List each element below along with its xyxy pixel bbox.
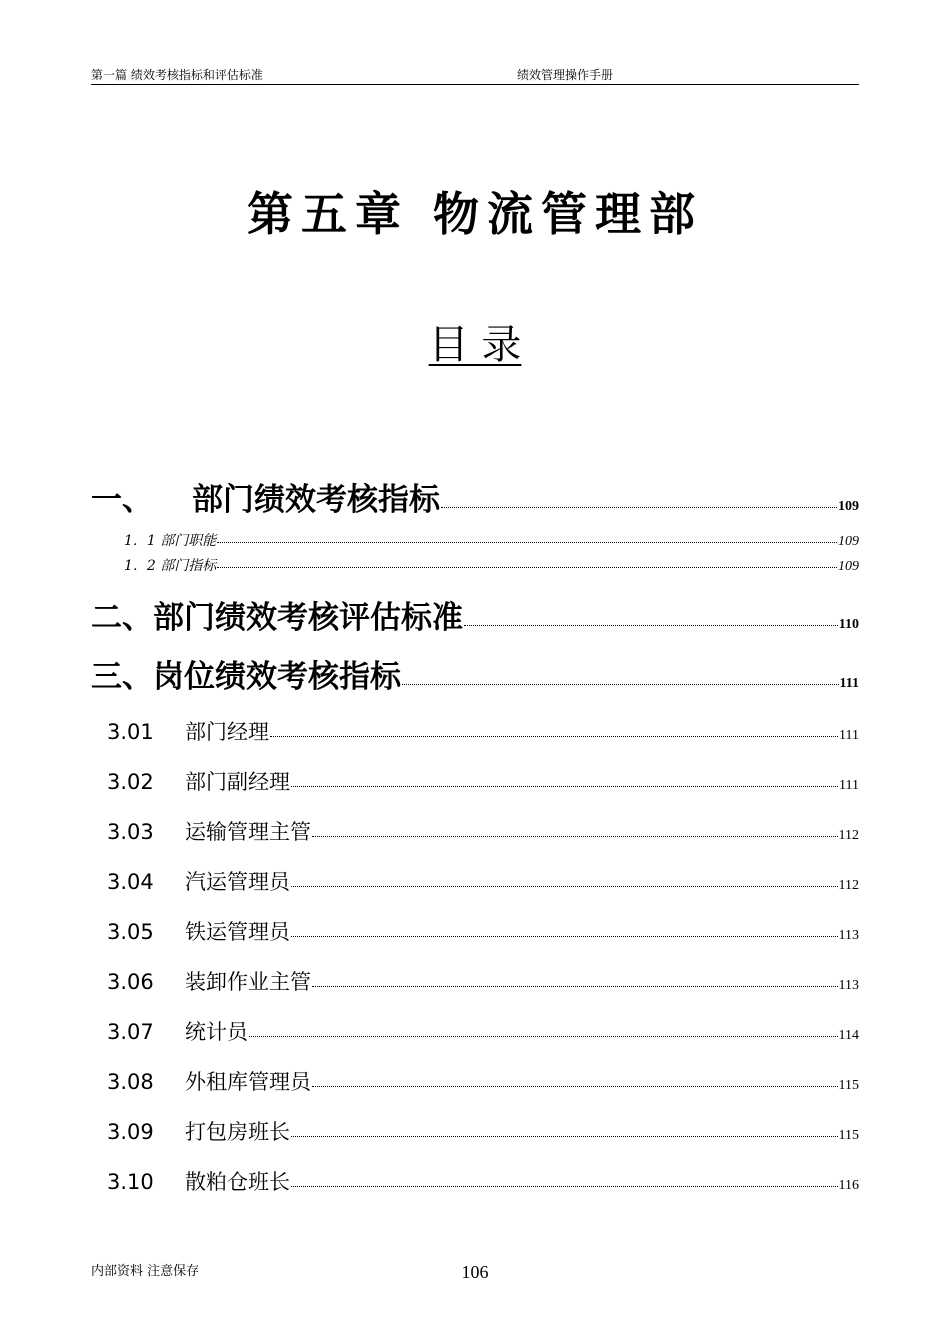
toc-entry-number: 3.04: [107, 870, 154, 894]
toc-entry-number: 3.03: [107, 820, 154, 844]
toc-entry-label: [91, 916, 290, 946]
toc-entry-page: 111: [839, 676, 859, 691]
toc-entry-label: [91, 766, 290, 796]
toc-leader-dots: [312, 1086, 838, 1087]
toc-entry-1-2[interactable]: [91, 555, 859, 575]
toc-entry-page: 109: [838, 534, 859, 549]
toc-entry-page: 113: [838, 928, 859, 943]
toc-entry-3-06[interactable]: [91, 966, 859, 996]
toc-entry-number: 3.02: [107, 770, 154, 794]
toc-entry-page: 111: [839, 728, 859, 743]
toc-entry-section-3[interactable]: [91, 651, 859, 696]
toc-entry-number: 3.08: [107, 1070, 154, 1094]
toc-entry-title: 外租库管理员: [185, 1070, 311, 1094]
toc-entry-title: 打包房班长: [185, 1120, 290, 1144]
toc-entry-3-05[interactable]: [91, 916, 859, 946]
toc-entry-title: 1．2 部门指标: [124, 558, 217, 574]
toc-entry-3-09[interactable]: [91, 1116, 859, 1146]
toc-entry-3-08[interactable]: [91, 1066, 859, 1096]
toc-leader-dots: [464, 625, 838, 626]
toc-leader-dots: [291, 1186, 838, 1187]
toc-entry-title: 散粕仓班长: [185, 1170, 290, 1194]
toc-leader-dots: [217, 567, 837, 568]
toc-leader-dots: [312, 836, 838, 837]
toc-entry-label: [91, 1016, 248, 1046]
toc-entry-label: [91, 1116, 290, 1146]
toc-leader-dots: [249, 1036, 838, 1037]
toc-entry-label: [91, 966, 311, 996]
toc-leader-dots: [291, 886, 838, 887]
toc-entry-title: 统计员: [185, 1020, 248, 1044]
toc-entry-1-1[interactable]: [91, 530, 859, 550]
toc-entry-section-2[interactable]: [91, 592, 859, 637]
toc-entry-page: 112: [838, 878, 859, 893]
toc-entry-page: 115: [838, 1078, 859, 1093]
toc-entry-number: 3.10: [107, 1170, 154, 1194]
toc-entry-page: 113: [838, 978, 859, 993]
toc-entry-section-1[interactable]: [91, 474, 859, 519]
toc-entry-number: 3.01: [107, 720, 154, 744]
toc-entry-label: [91, 816, 311, 846]
toc-entry-label: [91, 474, 440, 519]
toc-entry-number: 3.09: [107, 1120, 154, 1144]
toc-entry-page: 111: [839, 778, 859, 793]
toc-entry-page: 115: [838, 1128, 859, 1143]
toc-entry-title: 二、部门绩效考核评估标准: [91, 600, 463, 636]
toc-entry-number: 一、: [91, 482, 153, 518]
toc-entry-title: 部门副经理: [185, 770, 290, 794]
toc-entry-3-02[interactable]: [91, 766, 859, 796]
toc-leader-dots: [291, 786, 838, 787]
toc-entry-label: [91, 1066, 311, 1096]
toc-entry-title: 三、岗位绩效考核指标: [91, 659, 401, 695]
toc-title-text: 目 录: [428, 322, 522, 368]
toc-entry-3-04[interactable]: [91, 866, 859, 896]
toc-entry-label: [91, 1166, 290, 1196]
toc-entry-3-01[interactable]: [91, 716, 859, 746]
footer-page-number: 106: [461, 1262, 489, 1282]
toc-entry-title: 1．1 部门职能: [124, 533, 217, 549]
toc-entry-3-07[interactable]: [91, 1016, 859, 1046]
toc-entry-title: 铁运管理员: [185, 920, 290, 944]
toc-leader-dots: [312, 986, 838, 987]
toc-leader-dots: [291, 936, 838, 937]
toc-entry-page: 112: [838, 828, 859, 843]
toc-entry-number: 3.07: [107, 1020, 154, 1044]
toc-leader-dots: [441, 507, 837, 508]
toc-entry-title: 装卸作业主管: [185, 970, 311, 994]
toc-entry-page: 110: [838, 617, 859, 632]
toc-entry-title: 部门经理: [185, 720, 269, 744]
toc-leader-dots: [291, 1136, 838, 1137]
chapter-title: 第五章 物流管理部: [246, 187, 703, 241]
toc-entry-page: 109: [838, 559, 859, 574]
toc-entry-title: 汽运管理员: [185, 870, 290, 894]
toc-entry-3-10[interactable]: [91, 1166, 859, 1196]
page-header: [91, 66, 859, 85]
toc-title: [0, 313, 950, 370]
toc-entry-page: 116: [838, 1178, 859, 1193]
toc-entry-title: 部门绩效考核指标: [192, 482, 440, 518]
header-section-title: 第一篇 绩效考核指标和评估标准: [91, 68, 263, 82]
toc-leader-dots: [402, 684, 839, 685]
toc-entry-3-03[interactable]: [91, 816, 859, 846]
toc-leader-dots: [270, 736, 838, 737]
toc-entry-label: [91, 866, 290, 896]
toc-entry-title: 运输管理主管: [185, 820, 311, 844]
toc-entry-label: [91, 716, 269, 746]
header-manual-title: 绩效管理操作手册: [517, 68, 614, 82]
toc-entry-number: 3.06: [107, 970, 154, 994]
toc-leader-dots: [217, 542, 837, 543]
footer-confidential-note: 内部资料 注意保存: [91, 1264, 200, 1279]
toc-entry-number: 3.05: [107, 920, 154, 944]
toc-entry-page: 109: [838, 499, 859, 514]
toc-entry-page: 114: [838, 1028, 859, 1043]
